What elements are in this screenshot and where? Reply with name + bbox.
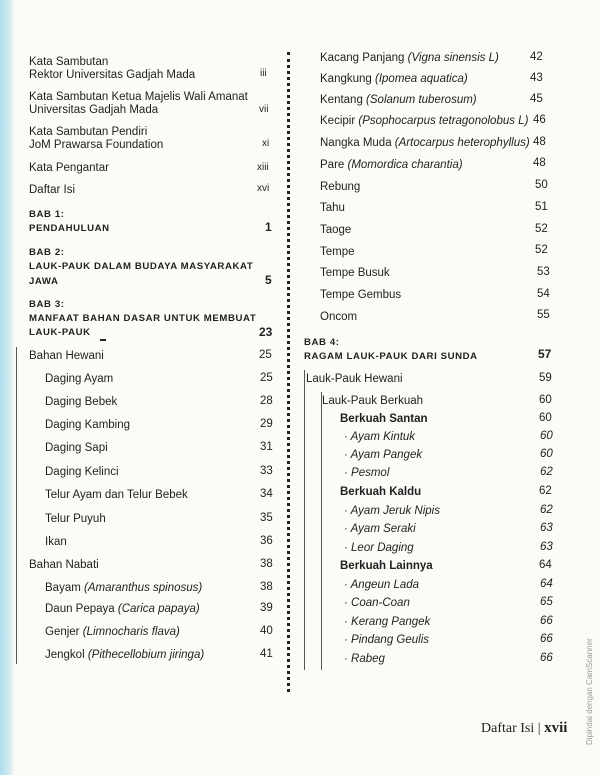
chapter-page: 57 xyxy=(538,347,552,361)
chapter-title: LAUK-PAUK DALAM BUDAYA MASYARAKAT xyxy=(29,261,254,272)
toc-recipe: · Ayam Seraki xyxy=(344,523,416,535)
toc-entry: Rebung xyxy=(320,181,361,193)
toc-recipe: · Rabeg xyxy=(344,653,385,665)
toc-page: 55 xyxy=(537,309,550,321)
latin-name: (Momordica charantia) xyxy=(347,159,463,171)
chapter-title: JAWA xyxy=(29,276,59,287)
toc-page: 59 xyxy=(539,372,552,384)
toc-page: 36 xyxy=(260,535,273,547)
toc-page: 41 xyxy=(260,648,273,660)
toc-entry: Kata Sambutan Ketua Majelis Wali Amanat xyxy=(29,91,248,103)
entry-name: Bayam xyxy=(45,582,84,594)
toc-subsection: Lauk-Pauk Berkuah xyxy=(322,395,424,407)
chapter-page: 23 xyxy=(259,325,273,339)
toc-entry: Ikan xyxy=(45,536,67,548)
chapter-title: MANFAAT BAHAN DASAR UNTUK MEMBUAT xyxy=(29,313,257,324)
toc-page: 66 xyxy=(540,633,553,645)
entry-name: Kacang Panjang xyxy=(320,52,408,64)
scanner-watermark: Dipindai dengan CamScanner xyxy=(585,638,594,745)
chapter-label: BAB 1: xyxy=(29,209,65,220)
toc-entry: Daging Sapi xyxy=(45,442,108,454)
entry-name: Pare xyxy=(320,159,348,171)
toc-page: 66 xyxy=(540,615,553,627)
toc-entry xyxy=(320,138,530,150)
section-line-bab3 xyxy=(16,347,17,664)
latin-name: (Pithecellobium jiringa) xyxy=(87,649,205,661)
toc-entry: Daging Kambing xyxy=(45,419,131,431)
toc-page: 35 xyxy=(260,512,273,524)
latin-name: (Solanum tuberosum) xyxy=(366,94,477,106)
chapter-title: LAUK-PAUK xyxy=(29,327,91,338)
toc-page: 48 xyxy=(533,136,546,148)
toc-entry: Telur Puyuh xyxy=(45,513,106,525)
toc-page: 60 xyxy=(540,448,553,460)
page-footer xyxy=(481,720,567,737)
toc-recipe: · Leor Daging xyxy=(344,542,414,554)
toc-group: Berkuah Kaldu xyxy=(340,486,422,498)
toc-page: 31 xyxy=(260,441,273,453)
toc-page: xiii xyxy=(257,162,269,173)
toc-page: 62 xyxy=(540,504,553,516)
toc-page: 39 xyxy=(260,602,273,614)
toc-page: 52 xyxy=(535,244,548,256)
toc-entry xyxy=(45,627,180,639)
toc-entry xyxy=(45,604,200,616)
section-line-berkuah xyxy=(321,392,322,670)
hyphen-mark xyxy=(100,339,106,341)
toc-page: 38 xyxy=(260,558,273,570)
toc-entry: Kata Pengantar xyxy=(29,162,109,174)
toc-section: Bahan Hewani xyxy=(29,350,104,362)
toc-section: Lauk-Pauk Hewani xyxy=(306,373,403,385)
latin-name: (Amaranthus spinosus) xyxy=(84,582,203,594)
latin-name: (Carica papaya) xyxy=(117,603,200,615)
section-line-bab4 xyxy=(304,370,305,670)
toc-entry: JoM Prawarsa Foundation xyxy=(29,139,164,151)
toc-entry xyxy=(320,53,499,65)
entry-name: Nangka Muda xyxy=(320,137,395,149)
toc-entry: Telur Ayam dan Telur Bebek xyxy=(45,489,188,501)
toc-page: xi xyxy=(262,138,270,149)
toc-recipe: · Kerang Pangek xyxy=(344,616,431,628)
latin-name: (Artocarpus heterophyllus) xyxy=(394,137,530,149)
chapter-label: BAB 4: xyxy=(304,337,340,348)
toc-recipe: · Angeun Lada xyxy=(344,579,420,591)
toc-entry: Daging Kelinci xyxy=(45,466,119,478)
toc-entry: Rektor Universitas Gadjah Mada xyxy=(29,69,196,81)
toc-page: 62 xyxy=(539,485,552,497)
chapter-title: RAGAM LAUK-PAUK DARI SUNDA xyxy=(304,351,478,362)
chapter-label: BAB 2: xyxy=(29,247,65,258)
toc-entry: Tempe xyxy=(320,246,355,258)
toc-page: 64 xyxy=(539,559,552,571)
toc-page: 62 xyxy=(540,466,553,478)
latin-name: (Vigna sinensis L) xyxy=(407,52,499,64)
toc-page: 52 xyxy=(535,223,548,235)
footer-label: Daftar Isi | xyxy=(481,721,541,736)
toc-page: 29 xyxy=(260,418,273,430)
toc-page: 42 xyxy=(530,51,543,63)
toc-entry xyxy=(320,116,528,128)
column-divider xyxy=(287,52,290,692)
toc-page: 66 xyxy=(540,652,553,664)
chapter-page: 5 xyxy=(265,273,272,287)
toc-page: 51 xyxy=(535,201,548,213)
toc-entry xyxy=(320,160,463,172)
toc-recipe: · Pindang Geulis xyxy=(344,634,430,646)
page-number: xvii xyxy=(544,720,568,736)
toc-page: 28 xyxy=(260,395,273,407)
toc-group: Berkuah Santan xyxy=(340,413,428,425)
latin-name: (Psophocarpus tetragonolobus L) xyxy=(358,115,529,127)
toc-recipe: · Pesmol xyxy=(344,467,390,479)
page-edge xyxy=(0,0,14,775)
toc-page: 60 xyxy=(539,394,552,406)
toc-entry: Tahu xyxy=(320,202,345,214)
toc-page: 25 xyxy=(260,372,273,384)
chapter-page: 1 xyxy=(265,220,272,234)
toc-page: 46 xyxy=(533,114,546,126)
toc-entry xyxy=(320,95,477,107)
toc-page: 63 xyxy=(540,541,553,553)
entry-name: Daun Pepaya xyxy=(45,603,118,615)
toc-group: Berkuah Lainnya xyxy=(340,560,433,572)
entry-name: Kentang xyxy=(320,94,367,106)
toc-entry: Kata Sambutan xyxy=(29,56,109,68)
toc-page: 64 xyxy=(540,578,553,590)
toc-page: 25 xyxy=(259,349,272,361)
toc-page: 65 xyxy=(540,596,553,608)
latin-name: (Limnocharis flava) xyxy=(82,626,180,638)
toc-page: 53 xyxy=(537,266,550,278)
toc-entry: Taoge xyxy=(320,224,352,236)
toc-page: 33 xyxy=(260,465,273,477)
toc-page: 50 xyxy=(535,179,548,191)
toc-page: 54 xyxy=(537,288,550,300)
toc-page: 60 xyxy=(539,412,552,424)
chapter-label: BAB 3: xyxy=(29,299,65,310)
toc-page: 48 xyxy=(533,157,546,169)
toc-page: 60 xyxy=(540,430,553,442)
toc-entry xyxy=(320,74,468,86)
toc-page: 43 xyxy=(530,72,543,84)
toc-section: Bahan Nabati xyxy=(29,559,99,571)
toc-page: xvi xyxy=(257,183,270,194)
toc-recipe: · Ayam Kintuk xyxy=(344,431,416,443)
toc-page: 40 xyxy=(260,625,273,637)
toc-entry: Tempe Busuk xyxy=(320,267,390,279)
toc-recipe: · Coan-Coan xyxy=(344,597,410,609)
chapter-title: PENDAHULUAN xyxy=(29,223,110,234)
toc-page: vii xyxy=(259,104,269,115)
toc-entry: Daging Ayam xyxy=(45,373,114,385)
toc-page: 34 xyxy=(260,488,273,500)
toc-entry xyxy=(45,583,202,595)
toc-entry: Universitas Gadjah Mada xyxy=(29,104,159,116)
toc-recipe: · Ayam Jeruk Nipis xyxy=(344,505,440,517)
entry-name: Genjer xyxy=(45,626,83,638)
entry-name: Kangkung xyxy=(320,73,375,85)
toc-entry: Daging Bebek xyxy=(45,396,118,408)
toc-page: 63 xyxy=(540,522,553,534)
toc-page: 38 xyxy=(260,581,273,593)
toc-entry: Oncom xyxy=(320,311,358,323)
toc-recipe: · Ayam Pangek xyxy=(344,449,423,461)
toc-entry: Kata Sambutan Pendiri xyxy=(29,126,148,138)
toc-page: iii xyxy=(260,68,267,79)
entry-name: Kecipir xyxy=(320,115,359,127)
entry-name: Jengkol xyxy=(45,649,88,661)
toc-page: 45 xyxy=(530,93,543,105)
latin-name: (Ipomea aquatica) xyxy=(375,73,468,85)
toc-entry: Tempe Gembus xyxy=(320,289,402,301)
toc-entry: Daftar Isi xyxy=(29,184,76,196)
toc-entry xyxy=(45,650,204,662)
